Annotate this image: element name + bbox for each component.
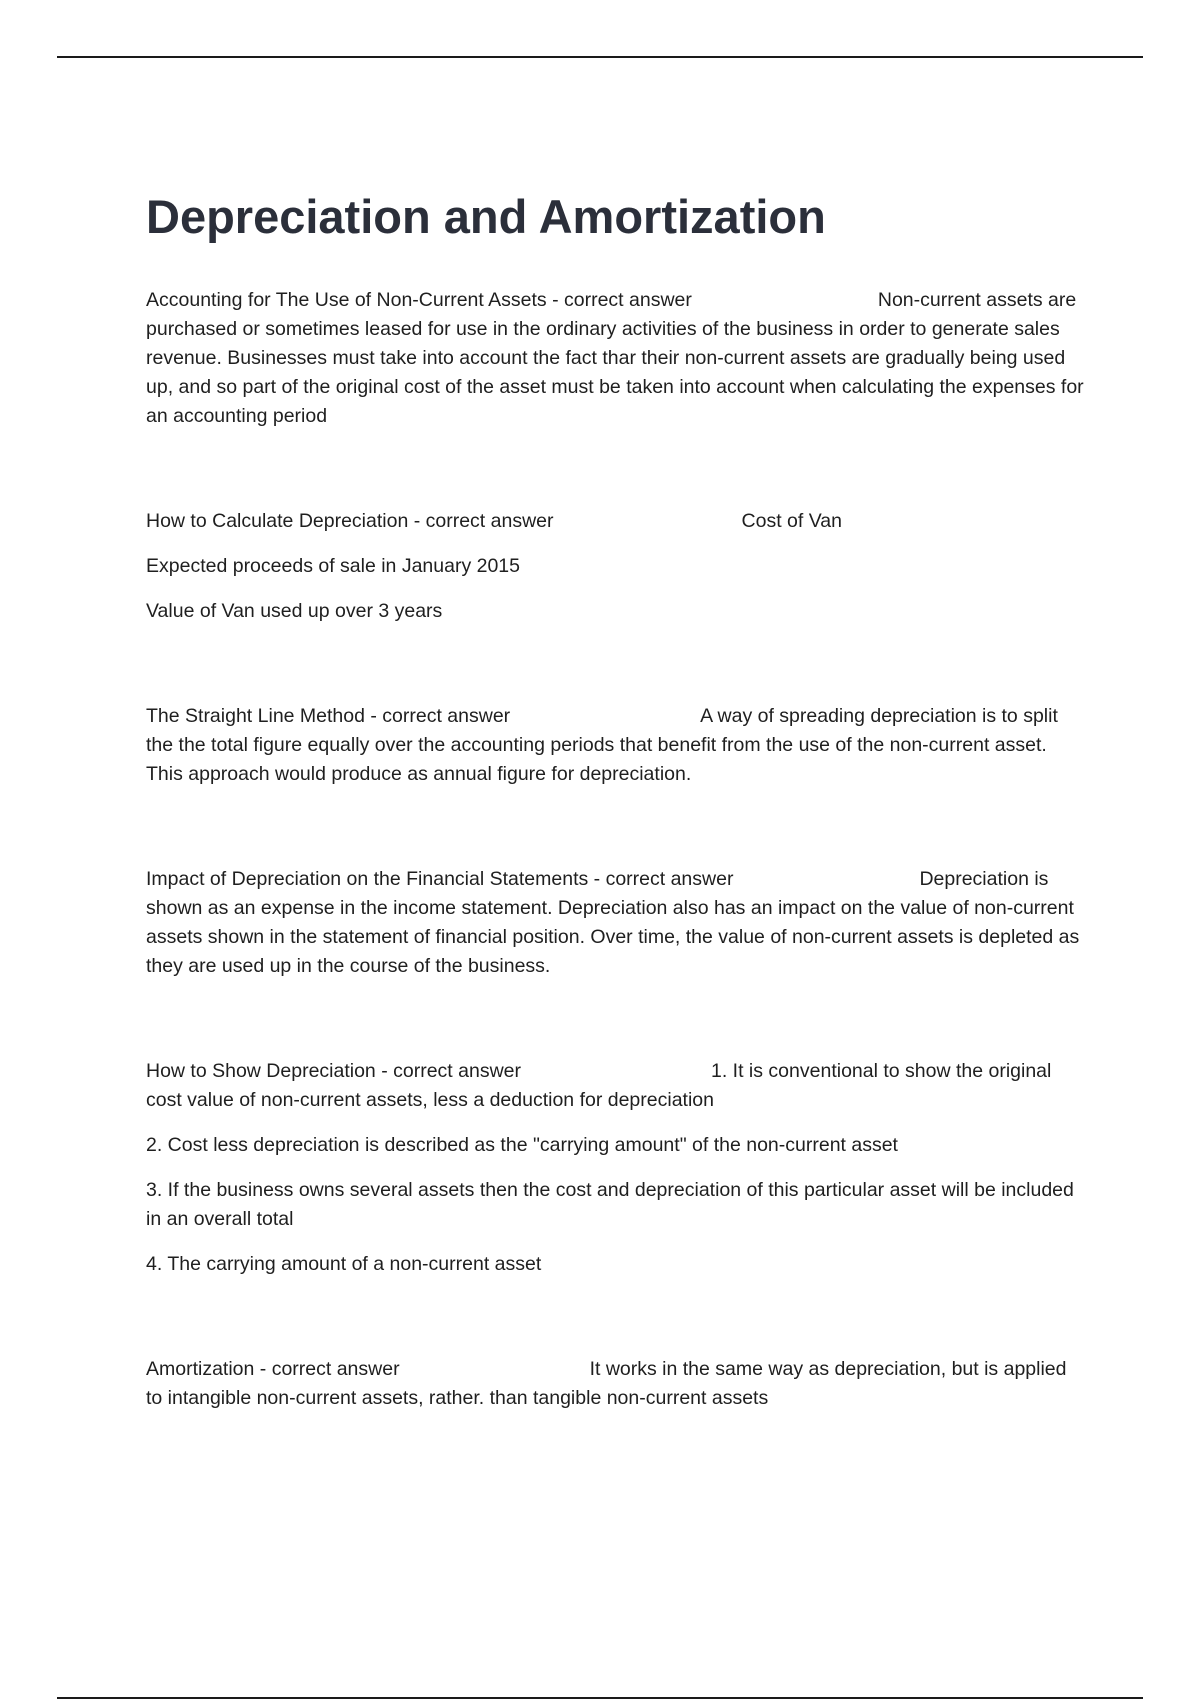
entry-paragraph xyxy=(146,1355,1086,1413)
entry-term: How to Calculate Depreciation - correct answer xyxy=(146,510,554,533)
entry-definition: Cost of Van xyxy=(741,510,842,533)
qa-entry xyxy=(146,286,1086,431)
entry-definition: 1. It is conventional to show the original cost value of non-current assets, less a deduction for depreciation xyxy=(146,1060,1052,1112)
entry-paragraph xyxy=(146,702,1086,789)
entry-paragraph xyxy=(146,865,1086,981)
entry-extra-line: 2. Cost less depreciation is described as the "carrying amount" of the non-current asset xyxy=(146,1134,898,1157)
entry-term: How to Show Depreciation - correct answer xyxy=(146,1060,521,1083)
entry-term: Impact of Depreciation on the Financial Statements - correct answer xyxy=(146,868,734,891)
qa-entry xyxy=(146,1355,1086,1413)
entry-extra-line: Value of Van used up over 3 years xyxy=(146,600,443,623)
entry-term: Accounting for The Use of Non-Current Assets - correct answer xyxy=(146,289,692,312)
entry-definition: Depreciation is shown as an expense in the income statement. Depreciation also has an impact on the value of non-current assets shown in the statement of financial position. Over time, the value of non-current assets is depleted as they are used up in the course of the business. xyxy=(146,868,1080,978)
entry-definition: A way of spreading depreciation is to split the the total figure equally over the accounting periods that benefit from the use of the non-current asset. This approach would produce as annual figure for depreciation. xyxy=(146,705,1058,786)
bottom-rule xyxy=(57,1697,1143,1699)
entry-term: Amortization - correct answer xyxy=(146,1358,400,1381)
qa-entry xyxy=(146,702,1086,789)
entry-definition: It works in the same way as depreciation, but is applied to intangible non-current assets, rather. than tangible non-current assets xyxy=(146,1358,1067,1410)
entry-paragraph xyxy=(146,286,1086,431)
top-rule xyxy=(57,56,1143,58)
entry-term: The Straight Line Method - correct answer xyxy=(146,705,511,728)
entry-extra-line: Expected proceeds of sale in January 2015 xyxy=(146,555,520,578)
entry-paragraph xyxy=(146,507,1086,536)
qa-entry xyxy=(146,507,1086,626)
qa-entry xyxy=(146,865,1086,981)
entry-definition: Non-current assets are purchased or sometimes leased for use in the ordinary activities of the business in order to generate sales revenue. Businesses must take into account the fact thar their non-current assets are gradually being used up, and so part of the original cost of the asset must be taken into account when calculating the expenses for an accounting period xyxy=(146,289,1084,428)
document-body xyxy=(146,190,1086,1489)
entry-extra-line: 3. If the business owns several assets then the cost and depreciation of this particular asset will be included in an overall total xyxy=(146,1179,1074,1231)
document-title: Depreciation and Amortization xyxy=(146,190,826,243)
qa-entry xyxy=(146,1057,1086,1279)
entry-paragraph xyxy=(146,1057,1086,1115)
entry-extra-line: 4. The carrying amount of a non-current asset xyxy=(146,1253,542,1276)
